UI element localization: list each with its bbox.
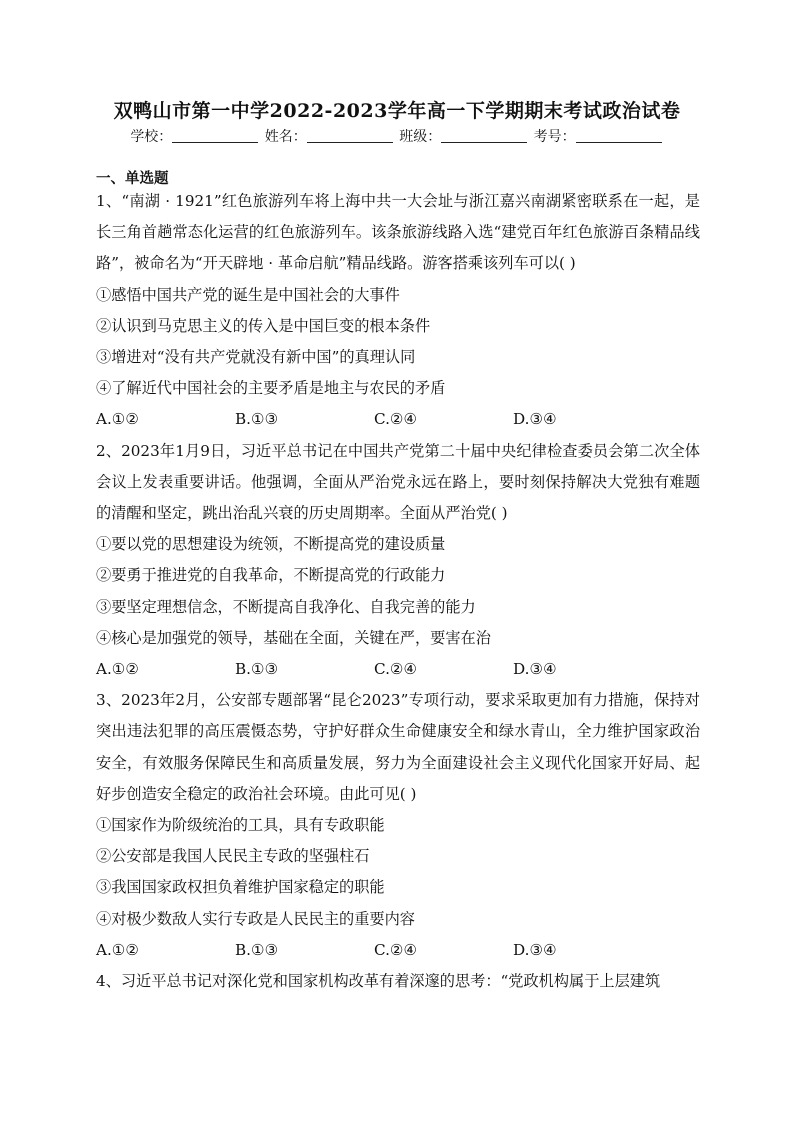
exam-title: 双鸭山市第一中学2022-2023学年高一下学期期末考试政治试卷	[113, 100, 681, 122]
name-label: 姓名：	[264, 129, 307, 145]
school-blank[interactable]	[172, 128, 258, 143]
question-stem: 1、“南湖 · 1921”红色旅游列车将上海中共一大会址与浙江嘉兴南湖紧密联系在一起，是长三角首趟常态化运营的红色旅游列车。该条旅游线路入选“建党百年红色旅游百条精品线路”，被命名为“开天辟地 · 革命启航”精品线路。游客搭乘该列车可以( )	[96, 192, 700, 273]
student-info-line	[0, 126, 794, 146]
choice-a[interactable]: A.①②	[96, 940, 140, 959]
option-2: ②要勇于推进党的自我革命，不断提高党的行政能力	[96, 566, 446, 585]
answer-choices	[96, 404, 700, 435]
option-3: ③增进对“没有共产党就没有新中国”的真理认同	[96, 348, 416, 367]
exam-number-blank[interactable]	[576, 128, 662, 143]
question-1	[96, 186, 700, 436]
option-1: ①国家作为阶级统治的工具，具有专政职能	[96, 816, 385, 835]
question-stem: 3、2023年2月，公安部专题部署“昆仑2023”专项行动，要求采取更加有力措施，保持对突出违法犯罪的高压震慑态势，守护好群众生命健康安全和绿水青山，全力维护国家政治安全，有效服务保障民生和高质量发展，努力为全面建设社会主义现代化国家开好局、起好步创造安全稳定的政治社会环境。由此可见( )	[96, 691, 700, 803]
option-3: ③要坚定理想信念，不断提高自我净化、自我完善的能力	[96, 597, 476, 616]
choice-a[interactable]: A.①②	[96, 660, 140, 679]
class-blank[interactable]	[441, 128, 527, 143]
question-stem: 4、习近平总书记对深化党和国家机构改革有着深邃的思考：“党政机构属于上层建筑	[96, 972, 661, 991]
choice-d[interactable]: D.③④	[513, 940, 557, 959]
question-3	[96, 685, 700, 966]
choice-a[interactable]: A.①②	[96, 410, 140, 429]
option-1: ①要以党的思想建设为统领，不断提高党的建设质量	[96, 535, 446, 554]
name-blank[interactable]	[307, 128, 393, 143]
option-4: ④了解近代中国社会的主要矛盾是地主与农民的矛盾	[96, 379, 446, 398]
choice-c[interactable]: C.②④	[374, 410, 418, 429]
class-label: 班级：	[399, 129, 442, 145]
section-title: 一、单选题	[96, 171, 169, 187]
option-4: ④核心是加强党的领导，基础在全面，关键在严，要害在治	[96, 628, 491, 647]
answer-choices	[96, 654, 700, 685]
option-2: ②认识到马克思主义的传入是中国巨变的根本条件	[96, 316, 431, 335]
questions-body	[96, 186, 700, 997]
choice-b[interactable]: B.①③	[235, 660, 279, 679]
choice-d[interactable]: D.③④	[513, 660, 557, 679]
choice-c[interactable]: C.②④	[374, 940, 418, 959]
option-2: ②公安部是我国人民民主专政的坚强柱石	[96, 847, 370, 866]
choice-d[interactable]: D.③④	[513, 410, 557, 429]
answer-choices	[96, 935, 700, 966]
exam-number-label: 考号：	[533, 129, 576, 145]
option-3: ③我国国家政权担负着维护国家稳定的职能	[96, 878, 385, 897]
question-stem: 2、2023年1月9日，习近平总书记在中国共产党第二十届中央纪律检查委员会第二次全体会议上发表重要讲话。他强调，全面从严治党永远在路上，要时刻保持解决大党独有难题的清醒和坚定，跳出治乱兴衰的历史周期率。全面从严治党( )	[96, 441, 700, 523]
school-label: 学校：	[130, 129, 173, 145]
option-4: ④对极少数敌人实行专政是人民民主的重要内容	[96, 909, 415, 928]
choice-b[interactable]: B.①③	[235, 940, 279, 959]
question-2	[96, 436, 700, 686]
choice-c[interactable]: C.②④	[374, 660, 418, 679]
choice-b[interactable]: B.①③	[235, 410, 279, 429]
question-4	[96, 966, 700, 997]
option-1: ①感悟中国共产党的诞生是中国社会的大事件	[96, 285, 400, 304]
